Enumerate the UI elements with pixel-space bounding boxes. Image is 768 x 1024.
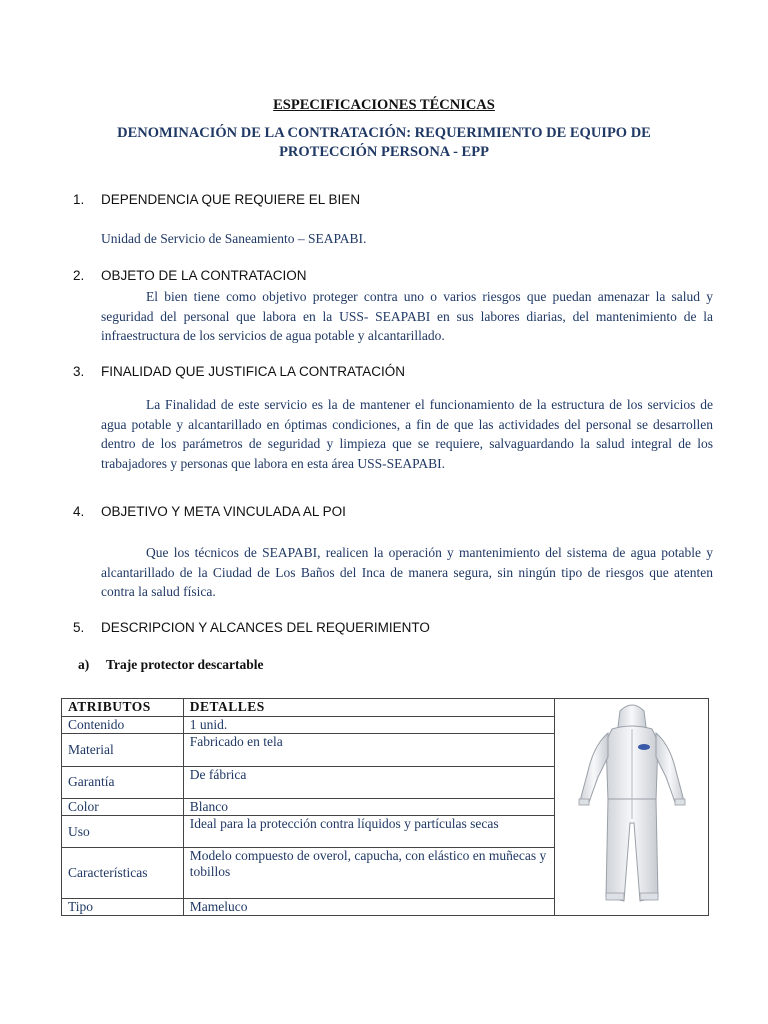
section-number: 5. — [73, 620, 85, 635]
row-attribute: Tipo — [62, 898, 184, 915]
section-1-heading — [73, 192, 360, 207]
section-number: 2. — [73, 268, 85, 283]
section-2-heading — [73, 268, 307, 283]
document-title: ESPECIFICACIONES TÉCNICAS — [273, 97, 495, 113]
section-title: DESCRIPCION Y ALCANCES DEL REQUERIMIENTO — [101, 620, 430, 635]
section-title: DEPENDENCIA QUE REQUIERE EL BIEN — [101, 192, 361, 207]
section-4-text: Que los técnicos de SEAPABI, realicen la operación y mantenimiento del sistema de agua potable y alcantarillado de la Ciudad de Los Baños del Inca de manera segura, sin ningún tipo de riesgos que atenten contra la salud física. — [101, 545, 713, 599]
table-header-details: DETALLES — [183, 699, 554, 717]
section-3-heading — [73, 364, 405, 379]
section-2-text: El bien tiene como objetivo proteger contra uno o varios riesgos que puedan amenazar la salud y seguridad del personal que labora en la USS- SEAPABI en sus labores diarias, del mantenimiento de la infraestructura de los servicios de agua potable y alcantarillado. — [101, 289, 713, 343]
row-detail: 1 unid. — [183, 717, 554, 734]
row-detail: De fábrica — [183, 766, 554, 798]
section-number: 1. — [73, 192, 85, 207]
row-attribute: Color — [62, 798, 184, 815]
table-header-attributes: ATRIBUTOS — [62, 699, 184, 717]
product-image-cell — [555, 699, 709, 916]
subsection-number: a) — [78, 657, 90, 672]
section-3-text: La Finalidad de este servicio es la de mantener el funcionamiento de la estructura de los servicios de agua potable y alcantarillado en óptimas condiciones, a fin de que las actividades del personal se desarrollen dentro de los parámetros de seguridad y limpieza que se requiere, salvaguardando la salud integral de los trabajadores y personas que labora en esta área USS-SEAPABI. — [101, 397, 713, 471]
section-title: FINALIDAD QUE JUSTIFICA LA CONTRATACIÓN — [101, 364, 406, 379]
section-title: OBJETO DE LA CONTRATACION — [101, 268, 307, 283]
section-1-text: Unidad de Servicio de Saneamiento – SEAPABI. — [101, 231, 367, 246]
row-detail: Blanco — [183, 798, 554, 815]
row-attribute: Material — [62, 734, 184, 766]
row-detail: Modelo compuesto de overol, capucha, con elástico en muñecas y tobillos — [183, 848, 554, 898]
document-subtitle: DENOMINACIÓN DE LA CONTRATACIÓN: REQUERIMIENTO DE EQUIPO DE PROTECCIÓN PERSONA - EPP — [117, 125, 651, 160]
subsection-heading — [78, 657, 263, 673]
row-detail: Mameluco — [183, 898, 554, 915]
row-attribute: Uso — [62, 816, 184, 848]
row-detail: Ideal para la protección contra líquidos y partículas secas — [183, 816, 554, 848]
section-4-heading — [73, 504, 346, 519]
row-attribute: Características — [62, 848, 184, 898]
row-attribute: Garantía — [62, 766, 184, 798]
subsection-title: Traje protector descartable — [106, 657, 264, 672]
section-number: 4. — [73, 504, 85, 519]
section-number: 3. — [73, 364, 85, 379]
row-detail: Fabricado en tela — [183, 734, 554, 766]
table-header-row — [62, 699, 709, 717]
section-5-heading — [73, 620, 430, 635]
row-attribute: Contenido — [62, 717, 184, 734]
section-title: OBJETIVO Y META VINCULADA AL POI — [101, 504, 346, 519]
coverall-suit-image — [572, 701, 692, 909]
spec-table — [61, 698, 709, 916]
